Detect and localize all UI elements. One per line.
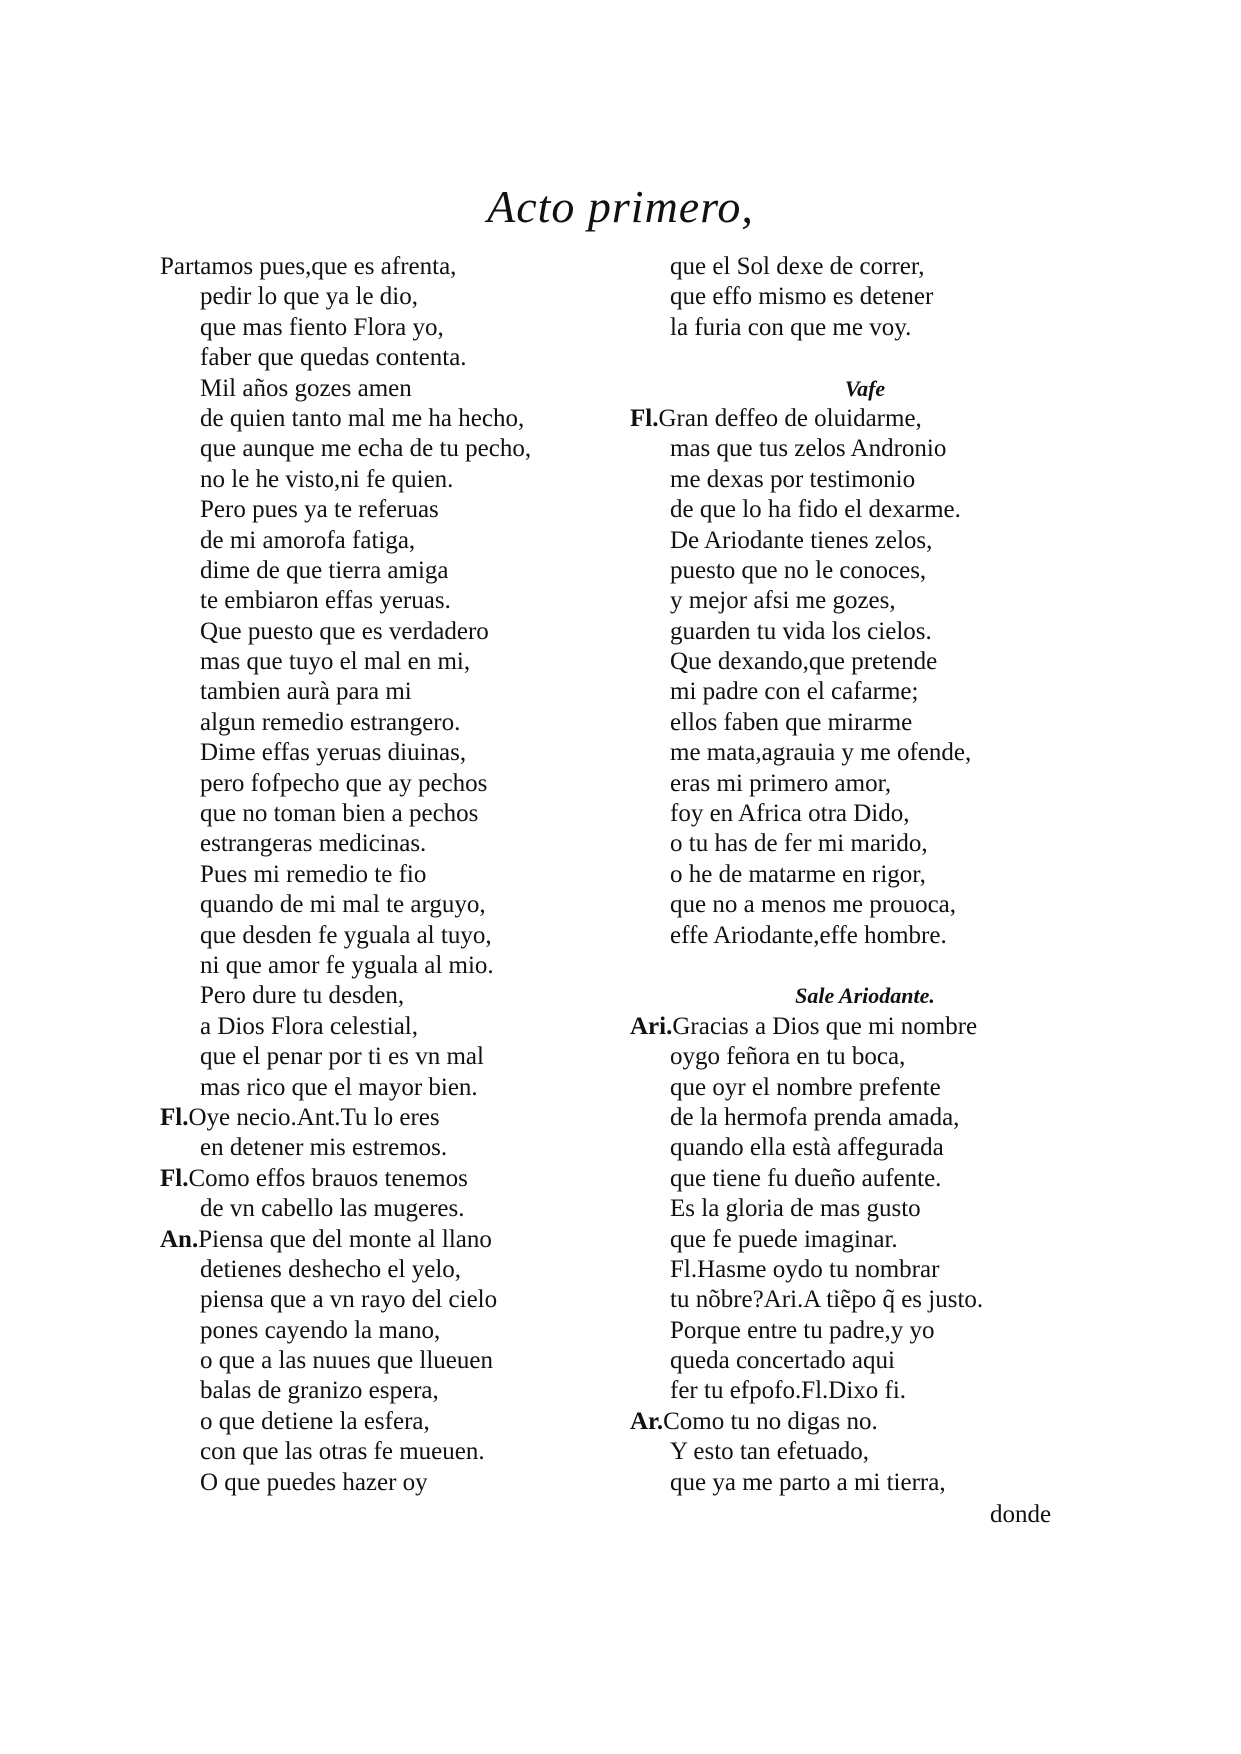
stage-direction: Vafe: [844, 375, 886, 401]
stanza-gap: [630, 343, 1100, 373]
verse-text: Que dexando,que pretende: [670, 648, 938, 676]
verse-line: [630, 1225, 1100, 1255]
verse-text: Oye necio.Ant.Tu lo eres: [188, 1103, 440, 1131]
speaker-tag: Fl.: [630, 404, 659, 432]
verse-line: [630, 1255, 1100, 1285]
verse-text: que aunque me echa de tu pecho,: [200, 435, 532, 463]
verse-line: [630, 738, 1100, 768]
verse-line: [630, 465, 1100, 495]
verse-text: Mil años gozes amen: [200, 374, 412, 402]
verse-line: [630, 495, 1100, 525]
verse-text: no le he visto,ni fe quien.: [200, 465, 454, 493]
verse-text: Como effos brauos tenemos: [188, 1164, 468, 1192]
verse-text: que el penar por ti es vn mal: [200, 1043, 484, 1071]
verse-line: [630, 617, 1100, 647]
verse-text: foy en Africa otra Dido,: [670, 800, 910, 828]
verse-text: Pero dure tu desden,: [200, 982, 405, 1010]
verse-text: piensa que a vn rayo del cielo: [200, 1286, 498, 1314]
verse-text: Es la gloria de mas gusto: [670, 1195, 921, 1223]
verse-line: [630, 556, 1100, 586]
verse-line: [160, 313, 660, 343]
verse-line: [630, 799, 1100, 829]
verse-text: ni que amor fe yguala al mio.: [200, 951, 494, 979]
verse-line: [160, 1164, 660, 1194]
verse-line: [160, 252, 660, 282]
verse-line: [630, 1133, 1100, 1163]
verse-text: que el Sol dexe de correr,: [670, 253, 925, 280]
verse-line: [160, 890, 660, 920]
verse-text: que mas fiento Flora yo,: [200, 313, 444, 341]
verse-line: [160, 1407, 660, 1437]
verse-text: o tu has de fer mi marido,: [670, 830, 928, 858]
verse-text: quando ella està affegurada: [670, 1134, 944, 1162]
verse-line: [160, 1103, 660, 1133]
verse-text: de quien tanto mal me ha hecho,: [200, 404, 525, 432]
verse-line: [630, 1407, 1100, 1437]
verse-text: Como tu no digas no.: [663, 1407, 878, 1435]
verse-text: Piensa que del monte al llano: [198, 1225, 492, 1253]
verse-text: fer tu efpofo.Fl.Dixo fi.: [670, 1377, 907, 1405]
verse-line: [160, 769, 660, 799]
speaker-tag: An.: [160, 1225, 199, 1253]
verse-line: [630, 404, 1100, 434]
verse-text: me mata,agrauia y me ofende,: [670, 739, 972, 767]
verse-text: que tiene fu dueño aufente.: [670, 1164, 942, 1192]
verse-text: de mi amorofa fatiga,: [200, 526, 416, 554]
verse-line: [630, 1468, 1100, 1498]
verse-line: [630, 769, 1100, 799]
verse-line: [160, 708, 660, 738]
verse-line: [630, 708, 1100, 738]
verse-text: tu nõbre?Ari.A tiẽpo q̃ es justo.: [670, 1286, 984, 1314]
verse-line: [160, 404, 660, 434]
speaker-tag: Fl.: [160, 1164, 189, 1192]
running-head: Acto primero,: [487, 181, 754, 232]
verse-text: o he de matarme en rigor,: [670, 860, 926, 888]
verse-text: guarden tu vida los cielos.: [670, 617, 932, 645]
verse-line: [160, 829, 660, 859]
verse-text: algun remedio estrangero.: [200, 708, 461, 736]
verse-line: [160, 434, 660, 464]
verse-text: y mejor afsi me gozes,: [670, 587, 896, 615]
verse-text: que no a menos me prouoca,: [670, 891, 957, 919]
verse-text: de que lo ha fido el dexarme.: [670, 496, 961, 524]
verse-line: [630, 1042, 1100, 1072]
stage-direction: Sale Ariodante.: [795, 983, 935, 1009]
verse-line: [160, 617, 660, 647]
verse-line: [160, 799, 660, 829]
verse-text: la furia con que me voy.: [670, 313, 912, 341]
verse-text: pones cayendo la mano,: [200, 1316, 441, 1344]
verse-text: Fl.Hasme oydo tu nombrar: [670, 1255, 940, 1283]
stanza-gap: [630, 951, 1100, 981]
verse-line: [630, 1316, 1100, 1346]
verse-line: [630, 1437, 1100, 1467]
verse-line: [160, 1346, 660, 1376]
verse-line: [160, 282, 660, 312]
verse-line: [160, 1012, 660, 1042]
verse-text: puesto que no le conoces,: [670, 556, 927, 584]
verse-line: [160, 1073, 660, 1103]
verse-line: [160, 1225, 660, 1255]
speaker-tag: Ari.: [630, 1012, 673, 1040]
verse-text: detienes deshecho el yelo,: [200, 1255, 462, 1283]
verse-line: [160, 921, 660, 951]
verse-line: [160, 495, 660, 525]
verse-text: estrangeras medicinas.: [200, 830, 427, 858]
verse-text: Pues mi remedio te fio: [200, 860, 427, 888]
catchword: donde: [990, 1501, 1052, 1528]
verse-line: [630, 586, 1100, 616]
verse-line: [630, 1346, 1100, 1376]
verse-text: mi padre con el cafarme;: [670, 678, 919, 706]
verse-line: [630, 1103, 1100, 1133]
verse-text: mas rico que el mayor bien.: [200, 1073, 478, 1101]
verse-line: [630, 1164, 1100, 1194]
verse-text: mas que tus zelos Andronio: [670, 435, 947, 463]
left-verse-column: [160, 252, 660, 1498]
verse-text: balas de granizo espera,: [200, 1377, 439, 1405]
verse-line: [630, 1012, 1100, 1042]
verse-line: [630, 860, 1100, 890]
verse-text: que fe puede imaginar.: [670, 1225, 898, 1253]
verse-text: tambien aurà para mi: [200, 678, 412, 706]
verse-line: [160, 1316, 660, 1346]
verse-line: [630, 526, 1100, 556]
verse-text: effe Ariodante,effe hombre.: [670, 921, 947, 949]
verse-line: [160, 1133, 660, 1163]
verse-text: o que detiene la esfera,: [200, 1407, 430, 1435]
verse-text: queda concertado aqui: [670, 1347, 895, 1375]
verse-text: ellos faben que mirarme: [670, 708, 913, 736]
verse-line: [160, 556, 660, 586]
verse-text: eras mi primero amor,: [670, 769, 892, 797]
verse-text: pero fofpecho que ay pechos: [200, 769, 488, 797]
verse-line: [160, 1194, 660, 1224]
verse-line: [160, 738, 660, 768]
verse-line: [630, 313, 1100, 343]
verse-text: a Dios Flora celestial,: [200, 1012, 418, 1040]
verse-text: faber que quedas contenta.: [200, 344, 467, 372]
verse-line: [160, 1042, 660, 1072]
speaker-tag: Fl.: [160, 1103, 189, 1131]
verse-line: [630, 1376, 1100, 1406]
verse-text: dime de que tierra amiga: [200, 556, 449, 584]
verse-line: [630, 1073, 1100, 1103]
verse-line: [630, 1285, 1100, 1315]
verse-line: [160, 647, 660, 677]
verse-line: [630, 1194, 1100, 1224]
right-verse-column: [630, 252, 1100, 1498]
verse-text: que no toman bien a pechos: [200, 800, 479, 828]
verse-text: de vn cabello las mugeres.: [200, 1195, 465, 1223]
verse-line: [630, 921, 1100, 951]
verse-line: [160, 1255, 660, 1285]
verse-text: Y esto tan efetuado,: [670, 1438, 869, 1466]
verse-line: [160, 1468, 660, 1498]
verse-line: [630, 829, 1100, 859]
verse-line: [160, 374, 660, 404]
verse-line: [160, 860, 660, 890]
verse-line: [160, 586, 660, 616]
verse-line: [160, 951, 660, 981]
verse-line: [630, 890, 1100, 920]
verse-line: [630, 647, 1100, 677]
verse-text: O que puedes hazer oy: [200, 1468, 428, 1496]
verse-text: mas que tuyo el mal en mi,: [200, 648, 471, 676]
verse-text: que effo mismo es detener: [670, 283, 934, 311]
verse-text: que oyr el nombre prefente: [670, 1073, 941, 1101]
verse-text: Dime effas yeruas diuinas,: [200, 739, 467, 767]
verse-text: o que a las nuues que llueuen: [200, 1347, 493, 1375]
verse-text: quando de mi mal te arguyo,: [200, 891, 486, 919]
verse-text: con que las otras fe mueuen.: [200, 1438, 485, 1466]
verse-text: de la hermofa prenda amada,: [670, 1103, 960, 1131]
verse-line: [160, 526, 660, 556]
verse-line: [160, 465, 660, 495]
verse-text: De Ariodante tienes zelos,: [670, 526, 933, 554]
verse-text: me dexas por testimonio: [670, 465, 916, 493]
speaker-tag: Ar.: [630, 1407, 664, 1435]
verse-text: que ya me parto a mi tierra,: [670, 1468, 946, 1496]
verse-line: [160, 1376, 660, 1406]
verse-text: Pero pues ya te referuas: [200, 496, 439, 524]
verse-text: Partamos pues,que es afrenta,: [160, 253, 457, 280]
verse-line: [160, 677, 660, 707]
verse-text: Que puesto que es verdadero: [200, 617, 489, 645]
verse-line: [630, 677, 1100, 707]
verse-line: [160, 1285, 660, 1315]
verse-text: Gracias a Dios que mi nombre: [672, 1012, 978, 1040]
verse-line: [630, 434, 1100, 464]
verse-line: [160, 981, 660, 1011]
verse-text: te embiaron effas yeruas.: [200, 587, 451, 615]
verse-text: en detener mis estremos.: [200, 1134, 448, 1162]
verse-text: Porque entre tu padre,y yo: [670, 1316, 935, 1344]
verse-text: que desden fe yguala al tuyo,: [200, 921, 492, 949]
verse-line: [160, 1437, 660, 1467]
verse-line: [630, 252, 1100, 282]
verse-text: Gran deffeo de oluidarme,: [658, 404, 922, 432]
verse-line: [630, 282, 1100, 312]
verse-text: pedir lo que ya le dio,: [200, 283, 418, 311]
verse-text: oygo feñora en tu boca,: [670, 1043, 906, 1071]
verse-line: [160, 343, 660, 373]
